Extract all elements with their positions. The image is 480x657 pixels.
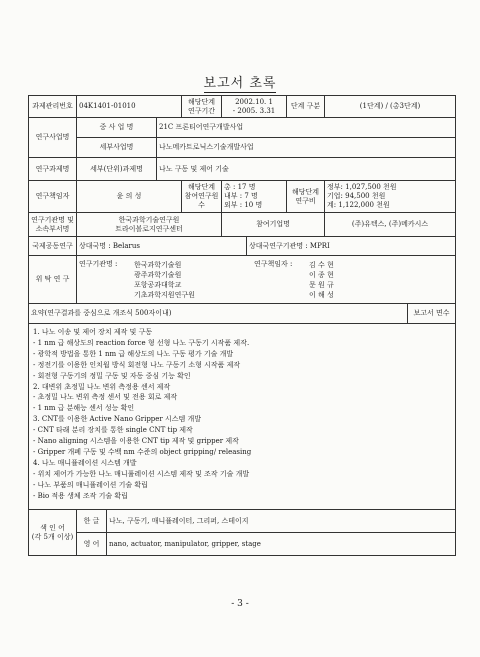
cost-value [325, 181, 456, 213]
stage-value: (1단계) / (총3단계) [325, 96, 456, 118]
leader-label: 연구책임자 [29, 181, 77, 213]
abstract-table [28, 95, 456, 556]
mgmt-row [29, 96, 456, 118]
mgmt-no-value: 04K1401-01010 [77, 96, 182, 118]
period-label: 해당단계 연구기간 [182, 96, 222, 118]
program-row [29, 118, 456, 138]
consign-lead-label: 연구책임자 : [254, 259, 293, 268]
page-number: - 3 - [231, 599, 249, 609]
summary-line: - Nano aligning 시스템을 이용한 CNT tip 제작 및 gripper 제작 [33, 437, 239, 446]
summary-line: 2. 대변위 초정밀 나노 변위 측정용 센서 제작 [33, 382, 171, 391]
summary-label: 요약(연구결과를 중심으로 개조식 500자이내) [29, 304, 408, 324]
summary-line: - 나노 부품의 매니퓰레이션 기술 확립 [33, 480, 148, 489]
company-label: 참여기업명 [222, 213, 325, 237]
summary-line: - 1 nm 급 분해능 센서 성능 확인 [33, 404, 135, 413]
index-terms-label: 색 인 어 (각 5개 이상) [29, 510, 77, 556]
leader-name: 윤 의 성 [77, 181, 182, 213]
document-title: 보고서 초록 [203, 76, 277, 91]
cost-government: 정부: 1,027,500 천원 [327, 183, 397, 191]
consign-label: 위 탁 연 구 [29, 256, 77, 304]
intl-label: 국제공동연구 [29, 237, 77, 256]
researchers-external: 외부 : 10 명 [224, 201, 263, 209]
summary-line: 4. 나노 매니퓰레이션 시스템 개발 [33, 458, 137, 467]
consign-row [29, 256, 456, 304]
index-english-terms: nano, actuator, manipulator, gripper, stage [107, 533, 456, 556]
researchers-label: 해당단계 참여연구원수 [182, 181, 222, 213]
consign-org-label: 연구기관명 : [79, 259, 118, 268]
intl-row [29, 237, 456, 256]
summary-line: - Bio 적용 생체 조작 기술 확립 [33, 491, 128, 500]
company-name: (주)유텍스, (주)메카시스 [325, 213, 456, 237]
summary-header-row [29, 304, 456, 324]
index-korean-row [29, 510, 456, 533]
project-name: 나노 구동 및 제어 기술 [157, 158, 456, 181]
index-english-label: 영 어 [77, 533, 107, 556]
summary-line: - 위치 제어가 가능한 나노 매니퓰레이션 시스템 제작 및 조작 기술 개발 [33, 469, 250, 478]
cost-label: 해당단계 연구비 [287, 181, 325, 213]
index-korean-terms: 나노, 구동기, 매니퓰레이터, 그리퍼, 스테이지 [107, 510, 456, 533]
project-row [29, 158, 456, 181]
partner-org: 상대국연구기관명 : MPRI [247, 237, 456, 256]
summary-line: - 광학적 방법을 통한 1 nm 급 해상도의 나노 구동 평가 기술 개발 [33, 349, 234, 358]
summary-line: 1. 나노 이송 및 제어 장치 제작 및 구동 [33, 328, 153, 336]
cost-total: 계: 1,122,000 천원 [327, 201, 390, 209]
summary-line: - 정전기를 이용한 인치웜 방식 회전형 나노 구동기 소형 시작품 제작 [33, 360, 241, 369]
researchers-total: 총 : 17 명 [224, 183, 256, 191]
detail-project-label: 세부(단위)과제명 [77, 158, 157, 181]
partner-country: 상대국명 : Belarus [77, 237, 247, 256]
project-label: 연구과제명 [29, 158, 77, 181]
detail-program-row [29, 138, 456, 158]
researchers-value [222, 181, 287, 213]
summary-line: - 초정밀 나노 변위 측정 센서 및 전용 회로 제작 [33, 393, 178, 402]
summary-line: 3. CNT를 이용한 Active Nano Gripper 시스템 개발 [33, 415, 202, 424]
period-value: 2002.10. 1 - 2005. 3.31 [222, 96, 287, 118]
org-name: 한국과학기술연구원 트라이볼로지연구센터 [77, 213, 222, 237]
cost-company: 기업: 94,500 천원 [327, 192, 386, 200]
report-pages-label: 보고서 면수 [408, 304, 456, 324]
mgmt-no-label: 과제관리번호 [29, 96, 77, 118]
consign-org-list: 한국과학기술원 광주과학기술원 포항공과대학교 기초과학지원연구원 [134, 260, 195, 299]
mid-program-label: 중 사 업 명 [77, 118, 157, 138]
researchers-internal: 내부 : 7 명 [224, 192, 258, 200]
mid-program-value: 21C 프론티어연구개발사업 [157, 118, 456, 138]
consign-value [77, 256, 456, 304]
summary-body [29, 324, 456, 510]
consign-lead-list: 김 수 현 이 종 현 문 원 규 이 해 성 [309, 260, 334, 299]
org-label: 연구기관명 및 소속부서명 [29, 213, 77, 237]
summary-row [29, 324, 456, 510]
stage-label: 단계 구분 [287, 96, 325, 118]
summary-line: - 1 nm 급 해상도의 reaction force 형 선형 나노 구동기 시작품 제작. [33, 338, 250, 347]
index-korean-label: 한 글 [77, 510, 107, 533]
org-row [29, 213, 456, 237]
detail-program-value: 나노메카트로닉스기술개발사업 [157, 138, 456, 158]
program-label: 연구사업명 [29, 118, 77, 158]
summary-line: - Gripper 개폐 구동 및 수백 nm 수준의 object gripping/ releasing [33, 447, 252, 456]
detail-program-label: 세부사업명 [77, 138, 157, 158]
index-english-row [29, 533, 456, 556]
summary-line: - 회전형 구동기의 정밀 구동 및 자동 중심 기능 확인 [33, 371, 191, 380]
summary-line: - CNT 타래 분리 장치를 통한 single CNT tip 제작 [33, 426, 193, 435]
leader-row [29, 181, 456, 213]
